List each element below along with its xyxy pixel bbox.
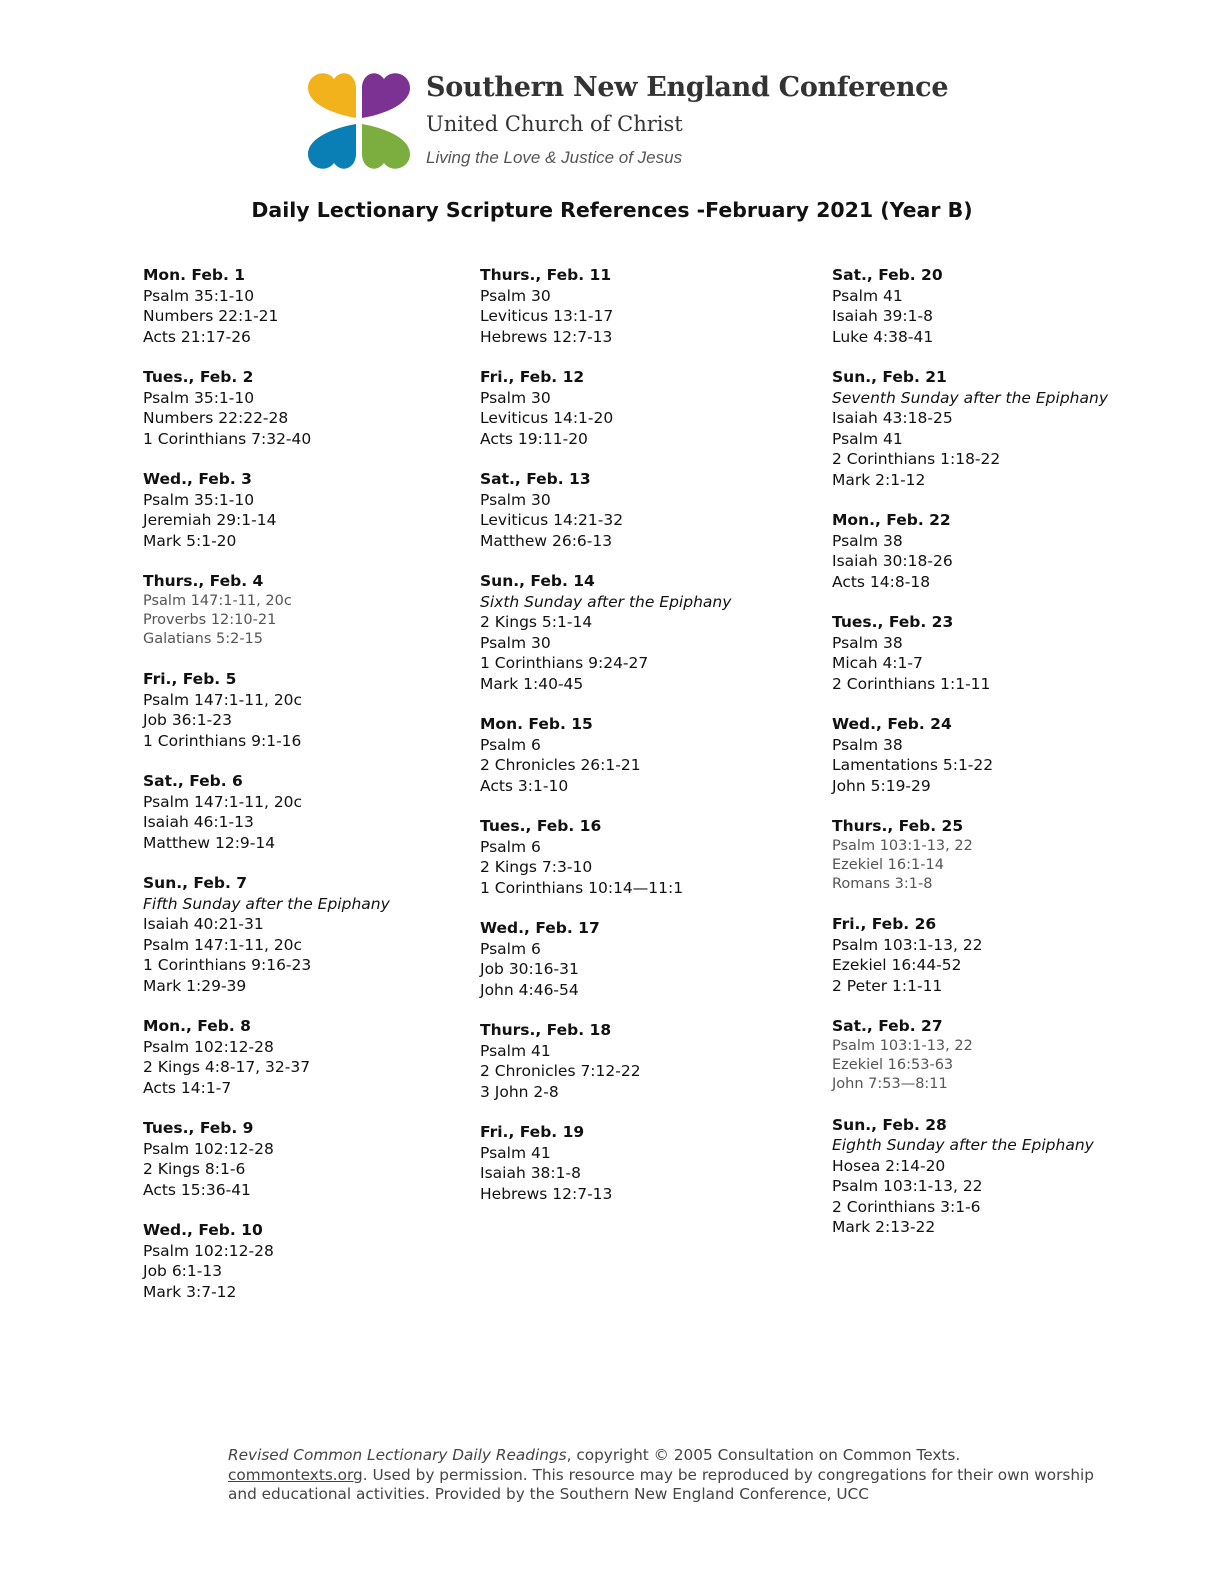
day-entry <box>480 571 790 694</box>
day-heading: Sat., Feb. 6 <box>143 772 243 791</box>
scripture-reference: 2 Kings 4:8-17, 32-37 <box>143 1058 311 1077</box>
scripture-reference: Psalm 41 <box>480 1041 551 1060</box>
day-heading: Wed., Feb. 17 <box>480 919 600 937</box>
scripture-reference: Job 30:16-31 <box>480 960 579 978</box>
org-subtitle: United Church of Christ <box>426 112 683 136</box>
day-heading: Sat., Feb. 27 <box>832 1017 943 1036</box>
scripture-reference: Psalm 6 <box>480 837 541 856</box>
day-heading: Mon. Feb. 1 <box>143 266 246 284</box>
scripture-reference: Hosea 2:14-20 <box>832 1156 946 1175</box>
day-heading: Mon., Feb. 22 <box>832 511 951 529</box>
scripture-reference: 2 Peter 1:1-11 <box>832 976 943 995</box>
day-entry <box>143 669 453 751</box>
scripture-reference: 2 Chronicles 7:12-22 <box>480 1062 641 1080</box>
day-heading: Thurs., Feb. 18 <box>480 1021 612 1039</box>
scripture-reference: Numbers 22:22-28 <box>143 409 289 427</box>
occasion-label: Sixth Sunday after the Epiphany <box>480 592 732 611</box>
day-entry <box>143 367 453 449</box>
day-entry <box>832 1115 1152 1238</box>
day-entry <box>832 510 1152 592</box>
day-heading: Mon. Feb. 15 <box>480 715 593 733</box>
scripture-reference: Mark 5:1-20 <box>143 531 237 550</box>
letterhead <box>308 70 949 180</box>
occasion-label: Fifth Sunday after the Epiphany <box>143 894 390 913</box>
scripture-reference: Psalm 147:1-11, 20c <box>143 690 303 709</box>
day-entry <box>832 612 1152 694</box>
scripture-reference: Psalm 6 <box>480 939 541 958</box>
scripture-reference: Luke 4:38-41 <box>832 327 934 346</box>
scripture-reference: Psalm 102:12-28 <box>143 1037 274 1056</box>
scripture-reference: Psalm 103:1-13, 22 <box>832 1177 983 1196</box>
scripture-reference: Mark 3:7-12 <box>143 1282 237 1301</box>
day-heading: Wed., Feb. 3 <box>143 470 252 488</box>
day-heading: Sun., Feb. 28 <box>832 1115 947 1134</box>
day-entry <box>832 714 1152 796</box>
org-tagline: Living the Love & Justice of Jesus <box>426 148 683 167</box>
scripture-reference: John 5:19-29 <box>832 776 931 795</box>
day-entry <box>480 1020 790 1102</box>
day-entry <box>480 367 790 449</box>
day-heading: Thurs., Feb. 11 <box>480 266 612 284</box>
day-entry <box>480 918 790 1000</box>
scripture-reference: Acts 3:1-10 <box>480 776 569 795</box>
scripture-reference: Ezekiel 16:53-63 <box>832 1057 954 1074</box>
scripture-reference: Lamentations 5:1-22 <box>832 756 994 774</box>
scripture-reference: 1 Corinthians 9:16-23 <box>143 956 312 975</box>
scripture-reference: Psalm 6 <box>480 735 541 754</box>
scripture-reference: 3 John 2-8 <box>480 1082 559 1101</box>
scripture-reference: Mark 2:13-22 <box>832 1218 936 1237</box>
scripture-reference: Isaiah 46:1-13 <box>143 813 254 832</box>
day-heading: Fri., Feb. 12 <box>480 368 585 386</box>
scripture-reference: Psalm 35:1-10 <box>143 490 255 509</box>
day-heading: Thurs., Feb. 25 <box>832 817 964 835</box>
scripture-reference: 2 Corinthians 3:1-6 <box>832 1197 981 1216</box>
scripture-reference: Acts 21:17-26 <box>143 327 251 346</box>
day-entry <box>480 816 790 898</box>
scripture-reference: Psalm 103:1-13, 22 <box>832 935 983 954</box>
scripture-reference: Isaiah 39:1-8 <box>832 307 933 325</box>
column-3 <box>832 265 1152 1258</box>
scripture-reference: Psalm 30 <box>480 286 551 305</box>
day-entry <box>480 1122 790 1204</box>
scripture-reference: Mark 2:1-12 <box>832 470 926 489</box>
scripture-reference: Psalm 30 <box>480 633 551 652</box>
day-entry <box>832 816 1152 894</box>
scripture-reference: Psalm 38 <box>832 633 903 652</box>
scripture-reference: 2 Kings 8:1-6 <box>143 1160 246 1179</box>
scripture-reference: 2 Corinthians 1:1-11 <box>832 674 991 693</box>
occasion-label: Seventh Sunday after the Epiphany <box>832 388 1108 407</box>
footer-copyright: , copyright © 2005 Consultation on Common Texts. <box>566 1446 961 1464</box>
day-heading: Fri., Feb. 19 <box>480 1123 585 1141</box>
scripture-reference: Matthew 26:6-13 <box>480 531 613 550</box>
scripture-reference: Ezekiel 16:44-52 <box>832 956 962 975</box>
scripture-reference: Psalm 41 <box>832 429 903 448</box>
scripture-reference: Acts 14:1-7 <box>143 1078 232 1097</box>
scripture-reference: Isaiah 40:21-31 <box>143 915 264 934</box>
scripture-reference: Job 6:1-13 <box>143 1262 223 1281</box>
day-heading: Tues., Feb. 23 <box>832 613 954 631</box>
scripture-reference: Psalm 147:1-11, 20c <box>143 792 303 811</box>
day-entry <box>832 1016 1152 1094</box>
scripture-reference: Acts 14:8-18 <box>832 572 931 591</box>
day-heading: Sat., Feb. 20 <box>832 266 943 284</box>
page-title: Daily Lectionary Scripture References -February 2021 (Year B) <box>251 198 973 222</box>
scripture-reference: Isaiah 38:1-8 <box>480 1164 581 1182</box>
scripture-reference: 2 Kings 5:1-14 <box>480 613 593 631</box>
scripture-reference: Psalm 103:1-13, 22 <box>832 1037 973 1054</box>
day-entry <box>143 469 453 551</box>
day-entry <box>480 714 790 796</box>
day-entry <box>143 1016 453 1098</box>
scripture-reference: Psalm 38 <box>832 531 903 550</box>
day-heading: Fri., Feb. 26 <box>832 915 937 934</box>
scripture-reference: John 7:53—8:11 <box>832 1076 948 1093</box>
day-heading: Tues., Feb. 9 <box>143 1119 254 1138</box>
scripture-reference: Mark 1:40-45 <box>480 674 584 693</box>
scripture-reference: 2 Chronicles 26:1-21 <box>480 756 641 774</box>
scripture-reference: Psalm 35:1-10 <box>143 286 255 305</box>
day-entry <box>143 571 453 649</box>
day-entry <box>832 265 1152 347</box>
footer-notice <box>228 1446 1108 1505</box>
day-entry <box>832 914 1152 996</box>
day-heading: Sun., Feb. 21 <box>832 368 947 386</box>
footer-link[interactable]: commontexts.org <box>228 1465 363 1484</box>
day-entry <box>143 265 453 347</box>
column-1 <box>143 265 453 1322</box>
day-entry <box>143 1220 453 1302</box>
day-heading: Sat., Feb. 13 <box>480 470 591 488</box>
footer-source-title: Revised Common Lectionary Daily Readings <box>228 1446 567 1464</box>
day-heading: Wed., Feb. 24 <box>832 715 952 733</box>
scripture-reference: Hebrews 12:7-13 <box>480 1184 613 1203</box>
scripture-reference: 2 Corinthians 1:18-22 <box>832 450 1001 468</box>
scripture-reference: Psalm 35:1-10 <box>143 388 255 407</box>
scripture-reference: Numbers 22:1-21 <box>143 307 279 325</box>
scripture-reference: Acts 15:36-41 <box>143 1180 251 1199</box>
scripture-reference: Psalm 30 <box>480 388 551 407</box>
scripture-reference: 2 Kings 7:3-10 <box>480 858 593 876</box>
day-entry <box>480 469 790 551</box>
org-name: Southern New England Conference <box>426 72 949 103</box>
day-heading: Thurs., Feb. 4 <box>143 572 264 590</box>
scripture-reference: Psalm 147:1-11, 20c <box>143 935 303 954</box>
scripture-reference: Leviticus 14:1-20 <box>480 409 614 427</box>
scripture-reference: Psalm 38 <box>832 735 903 754</box>
day-heading: Sun., Feb. 7 <box>143 874 248 893</box>
day-heading: Tues., Feb. 2 <box>143 368 254 386</box>
scripture-reference: Micah 4:1-7 <box>832 654 923 672</box>
scripture-reference: Ezekiel 16:1-14 <box>832 856 944 873</box>
day-entry <box>480 265 790 347</box>
scripture-reference: Isaiah 43:18-25 <box>832 409 953 427</box>
scripture-reference: Jeremiah 29:1-14 <box>143 511 277 529</box>
day-entry <box>143 1118 453 1200</box>
occasion-label: Eighth Sunday after the Epiphany <box>832 1136 1094 1155</box>
scripture-reference: Psalm 41 <box>832 286 903 305</box>
column-2 <box>480 265 790 1224</box>
day-entry <box>143 771 453 853</box>
day-heading: Sun., Feb. 14 <box>480 572 595 590</box>
scripture-reference: Leviticus 14:21-32 <box>480 511 624 529</box>
scripture-reference: 1 Corinthians 7:32-40 <box>143 429 312 448</box>
scripture-reference: Acts 19:11-20 <box>480 429 588 448</box>
scripture-reference: Psalm 41 <box>480 1143 551 1162</box>
scripture-reference: Isaiah 30:18-26 <box>832 552 953 570</box>
scripture-reference: John 4:46-54 <box>480 980 579 999</box>
scripture-reference: 1 Corinthians 9:24-27 <box>480 654 649 672</box>
scripture-reference: Psalm 147:1-11, 20c <box>143 592 292 609</box>
day-heading: Mon., Feb. 8 <box>143 1017 251 1036</box>
scripture-reference: Psalm 102:12-28 <box>143 1139 274 1158</box>
scripture-reference: Galatians 5:2-15 <box>143 631 264 648</box>
scripture-reference: Psalm 30 <box>480 490 551 509</box>
scripture-reference: Psalm 102:12-28 <box>143 1241 274 1260</box>
scripture-reference: Mark 1:29-39 <box>143 976 247 995</box>
scripture-reference: Romans 3:1-8 <box>832 876 933 893</box>
scripture-reference: Matthew 12:9-14 <box>143 833 276 852</box>
scripture-reference: 1 Corinthians 9:1-16 <box>143 731 302 750</box>
scripture-reference: Proverbs 12:10-21 <box>143 611 277 628</box>
day-entry <box>143 873 453 996</box>
scripture-reference: Job 36:1-23 <box>143 711 232 730</box>
scripture-reference: 1 Corinthians 10:14—11:1 <box>480 878 684 897</box>
day-heading: Tues., Feb. 16 <box>480 817 602 835</box>
logo-heart-cross-icon <box>308 70 410 172</box>
scripture-reference: Leviticus 13:1-17 <box>480 307 614 325</box>
day-heading: Wed., Feb. 10 <box>143 1221 263 1240</box>
footer-permission: . Used by permission. This resource may be reproduced by congregations for their own worship and educational activities. Provided by the Southern New England Conference, UCC <box>228 1465 1095 1503</box>
day-entry <box>832 367 1152 490</box>
scripture-reference: Hebrews 12:7-13 <box>480 327 613 346</box>
day-heading: Fri., Feb. 5 <box>143 670 237 689</box>
scripture-reference: Psalm 103:1-13, 22 <box>832 837 973 854</box>
